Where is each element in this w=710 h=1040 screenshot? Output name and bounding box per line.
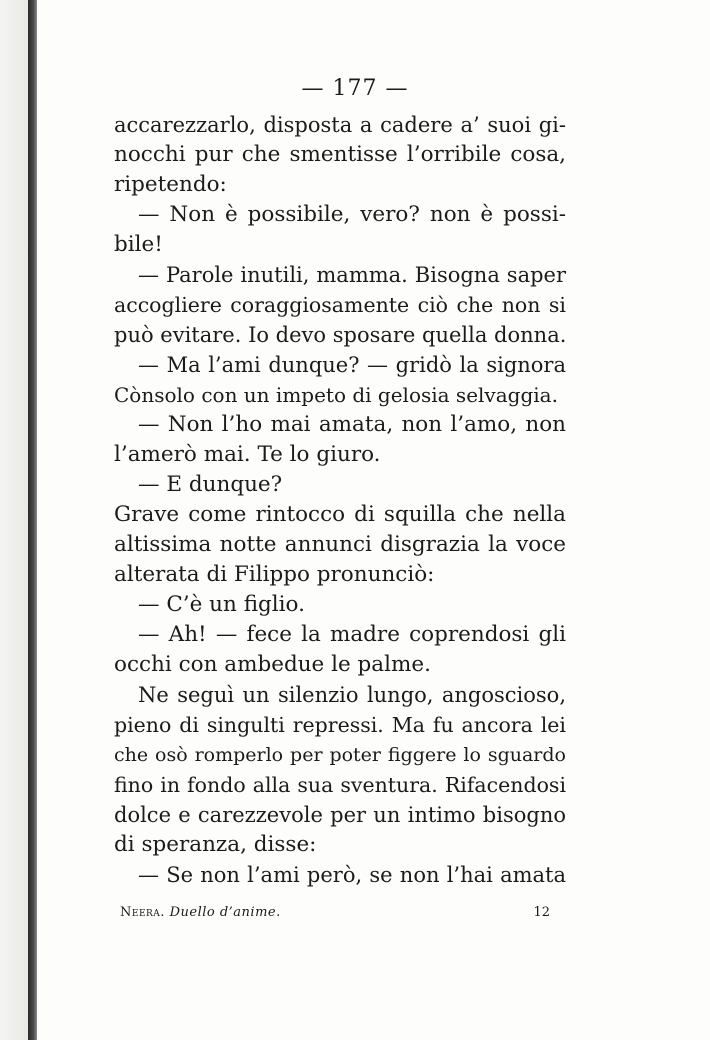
- text-line: che osò romperlo per poter figgere lo sguardo: [114, 744, 566, 766]
- text-line: fino in fondo alla sua sventura. Rifacendosi: [114, 773, 566, 797]
- text-line: pieno di singulti repressi. Ma fu ancora lei: [114, 713, 566, 737]
- text-line: altissima notte annunci disgrazia la voce: [114, 532, 566, 557]
- text-line: — E dunque?: [138, 472, 283, 497]
- text-line: dolce e carezzevole per un intimo bisogno: [114, 803, 566, 827]
- text-line: bile!: [114, 232, 163, 257]
- page-footer: [120, 905, 550, 929]
- footer-sheet-number: 12: [533, 905, 550, 920]
- page-gutter: [0, 0, 28, 1040]
- text-line: — Ah! — fece la madre coprendosi gli: [138, 622, 566, 647]
- text-line: — Ma l’ami dunque? — gridò la signora: [138, 353, 566, 377]
- text-line: accogliere coraggiosamente ciò che non si: [114, 293, 566, 317]
- text-line: Ne seguì un silenzio lungo, angoscioso,: [138, 683, 566, 707]
- footer-signature: [120, 905, 281, 920]
- text-line: occhi con ambedue le palme.: [114, 652, 431, 677]
- body-text: [114, 110, 566, 890]
- text-line: alterata di Filippo pronunciò:: [114, 562, 435, 587]
- text-line: nocchi pur che smentisse l’orribile cosa,: [114, 142, 566, 167]
- footer-author: Neera.: [120, 905, 165, 920]
- text-line: Grave come rintocco di squilla che nella: [114, 502, 566, 527]
- text-line: — C’è un figlio.: [138, 592, 305, 617]
- book-spine-edge: [28, 0, 37, 1040]
- text-line: accarezzarlo, disposta a cadere a’ suoi gi-: [114, 113, 566, 137]
- text-line: — Non l’ho mai amata, non l’amo, non: [138, 412, 566, 437]
- text-line: — Non è possibile, vero? non è possi-: [138, 202, 566, 227]
- text-line: Cònsolo con un impeto di gelosia selvaggia.: [114, 383, 558, 407]
- text-line: — Parole inutili, mamma. Bisogna saper: [138, 263, 566, 287]
- text-line: può evitare. Io devo sposare quella donna.: [114, 323, 567, 347]
- page-number: — 177 —: [301, 76, 409, 101]
- text-line: di speranza, disse:: [114, 832, 317, 857]
- text-line: ripetendo:: [114, 172, 227, 197]
- text-line: l’amerò mai. Te lo giuro.: [114, 442, 381, 467]
- footer-title: Duello d’anime.: [169, 905, 281, 920]
- text-line: — Se non l’ami però, se non l’hai amata: [138, 863, 566, 887]
